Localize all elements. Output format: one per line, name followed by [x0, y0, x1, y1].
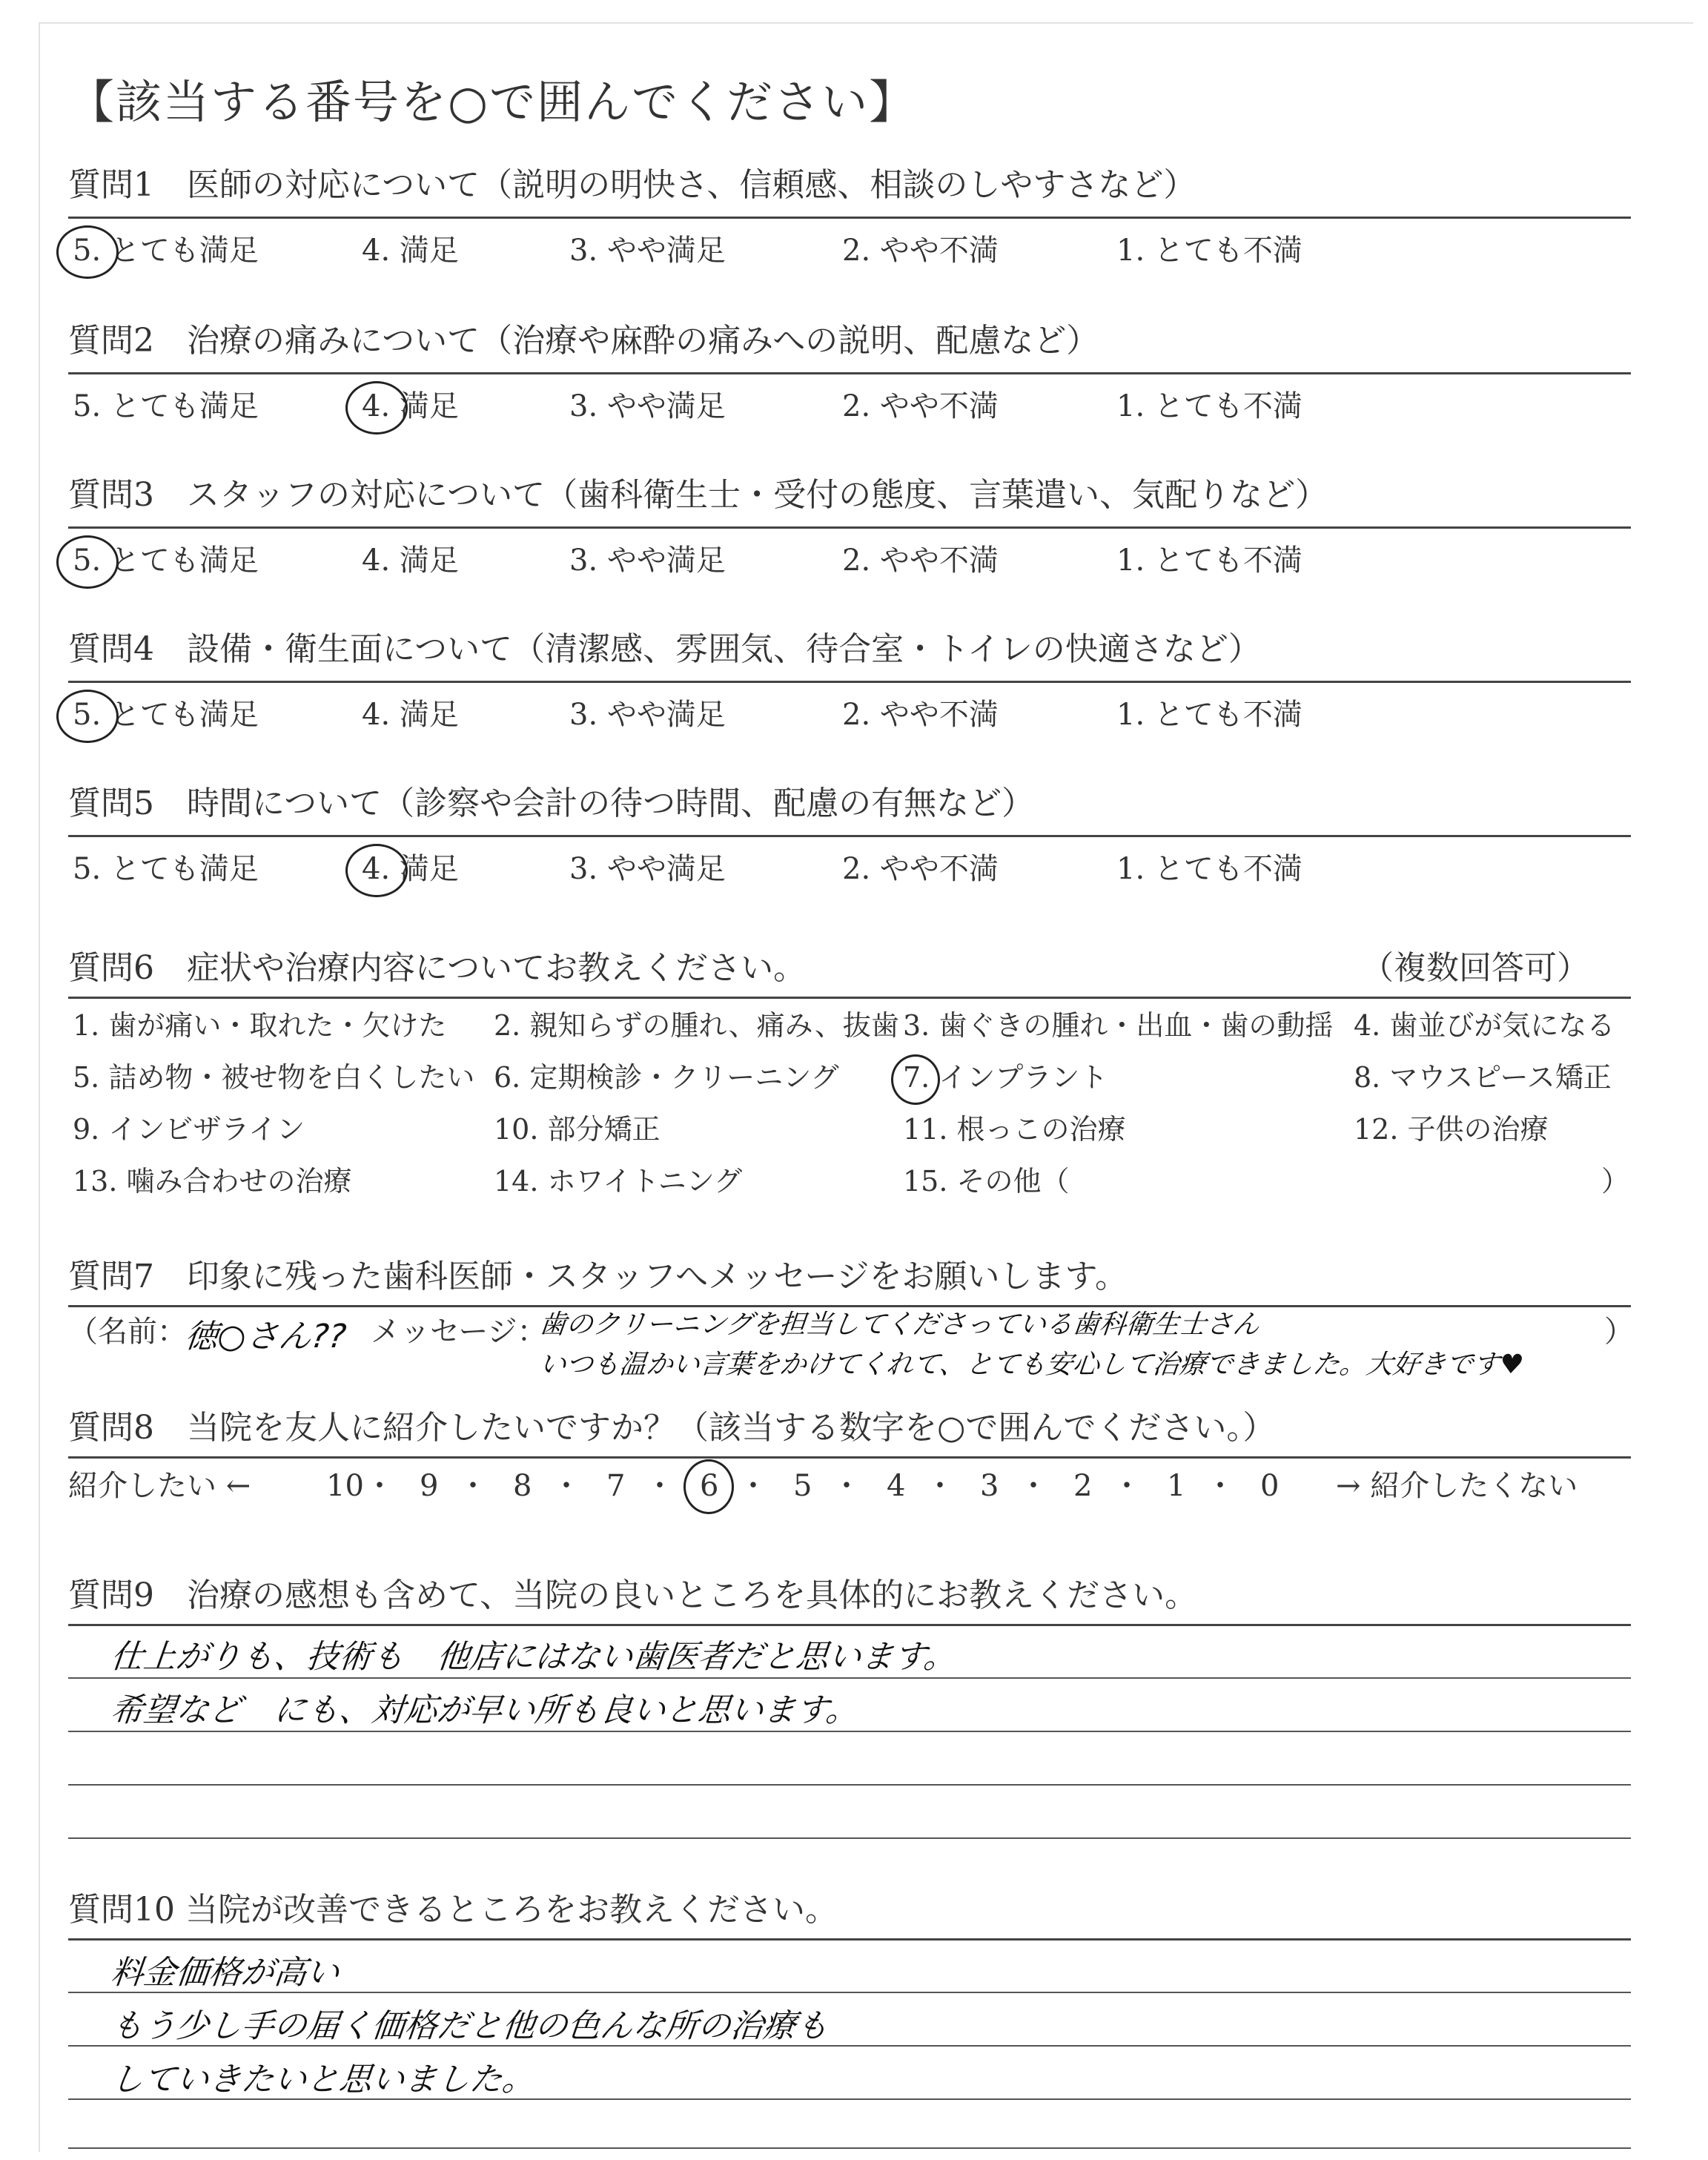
q8-scale-separator: ・: [1205, 1469, 1235, 1503]
q2-title: 質問2 治療の痛みについて（治療や麻酔の痛みへの説明、配慮など）: [68, 322, 1099, 360]
q8-scale-number[interactable]: 1: [1167, 1469, 1186, 1503]
q10-answer-text-2[interactable]: もう少し手の届く価格だと他の色んな所の治療も: [108, 2007, 831, 2045]
q6-option[interactable]: 1. 歯が痛い・取れた・欠けた: [73, 1009, 447, 1042]
q8-scale-separator: ・: [1019, 1469, 1048, 1503]
q6-note: （複数回答可）: [1361, 949, 1589, 987]
q5-title: 質問5 時間について（診察や会計の待つ時間、配慮の有無など）: [68, 785, 1035, 822]
q7-message-label: メッセージ：: [371, 1315, 547, 1349]
q8-scale-separator: ・: [925, 1469, 955, 1503]
q8-scale-number[interactable]: 7: [606, 1469, 626, 1503]
q2-option[interactable]: 3. やや満足: [569, 389, 726, 423]
q8-title: 質問8 当院を友人に紹介したいですか？（該当する数字を○で囲んでください。）: [68, 1409, 1276, 1447]
q8-scale-number[interactable]: 9: [420, 1469, 439, 1503]
selection-circle: [683, 1459, 734, 1514]
q3-option[interactable]: 2. やや不満: [842, 544, 999, 578]
q8-scale-separator: ・: [365, 1469, 394, 1503]
selection-circle: [891, 1054, 940, 1105]
q9-rule: [68, 1624, 1631, 1626]
q8-scale-separator: ・: [458, 1469, 488, 1503]
selection-circle: [345, 381, 408, 435]
q1-title: 質問1 医師の対応について（説明の明快さ、信頼感、相談のしやすさなど）: [68, 166, 1196, 204]
q9-answer-line: [68, 1784, 1631, 1786]
q7-message-line1[interactable]: 歯のクリーニングを担当してくださっている歯科衛生士さん: [537, 1309, 1262, 1340]
q3-title: 質問3 スタッフの対応について（歯科衛生士・受付の態度、言葉遣い、気配りなど）: [68, 476, 1328, 514]
q6-option[interactable]: 9. インビザライン: [73, 1113, 305, 1146]
q8-scale-separator: ・: [738, 1469, 768, 1503]
q6-rule: [68, 997, 1631, 999]
q3-option[interactable]: 4. 満足: [362, 544, 459, 578]
q5-option[interactable]: 1. とても不満: [1116, 852, 1302, 886]
q6-option[interactable]: 5. 詰め物・被せ物を白くしたい: [73, 1061, 475, 1094]
q5-option[interactable]: 5. とても満足: [73, 852, 259, 886]
q8-scale-number[interactable]: 8: [513, 1469, 532, 1503]
q8-scale-separator: ・: [832, 1469, 861, 1503]
q5-rule: [68, 835, 1631, 837]
q8-scale-number[interactable]: 5: [793, 1469, 812, 1503]
selection-circle: [56, 690, 119, 743]
selection-circle: [56, 225, 119, 279]
q4-option[interactable]: 4. 満足: [362, 698, 459, 732]
q9-answer-line: [68, 1837, 1631, 1839]
q6-other-close: ）: [1601, 1165, 1630, 1198]
page-title: 【該当する番号を○で囲んでください】: [68, 75, 917, 129]
q3-rule: [68, 526, 1631, 529]
q2-option[interactable]: 2. やや不満: [842, 389, 999, 423]
q10-rule: [68, 1938, 1631, 1941]
q9-answer-line: [68, 1677, 1631, 1679]
q4-option[interactable]: 5. とても満足: [73, 698, 259, 732]
q1-option[interactable]: 5. とても満足: [73, 234, 259, 268]
q6-option[interactable]: 4. 歯並びが気になる: [1354, 1009, 1615, 1042]
q4-option[interactable]: 3. やや満足: [569, 698, 726, 732]
q8-scale-number[interactable]: 3: [980, 1469, 999, 1503]
q5-option[interactable]: 2. やや不満: [842, 852, 999, 886]
q9-answer-text-1[interactable]: 仕上がりも、技術も 他店にはない歯医者だと思います。: [108, 1638, 959, 1676]
q6-option[interactable]: 14. ホワイトニング: [494, 1165, 743, 1198]
q7-title: 質問7 印象に残った歯科医師・スタッフへメッセージをお願いします。: [68, 1258, 1128, 1295]
q8-left-label: 紹介したい ←: [68, 1469, 251, 1503]
q6-option[interactable]: 11. 根っこの治療: [903, 1113, 1126, 1146]
q5-option[interactable]: 3. やや満足: [569, 852, 726, 886]
q4-title: 質問4 設備・衛生面について（清潔感、雰囲気、待合室・トイレの快適さなど）: [68, 630, 1261, 668]
q1-rule: [68, 217, 1631, 219]
q2-option[interactable]: 5. とても満足: [73, 389, 259, 423]
q10-answer-line: [68, 2147, 1631, 2149]
q1-option[interactable]: 1. とても不満: [1116, 234, 1302, 268]
q6-option[interactable]: 6. 定期検診・クリーニング: [494, 1061, 839, 1094]
q4-rule: [68, 681, 1631, 683]
selection-circle: [345, 844, 408, 897]
q10-title: 質問10 当院が改善できるところをお教えください。: [68, 1891, 838, 1929]
q9-title: 質問9 治療の感想も含めて、当院の良いところを具体的にお教えください。: [68, 1576, 1198, 1614]
q8-scale-separator: ・: [645, 1469, 675, 1503]
q10-answer-text-3[interactable]: していきたいと思いました。: [108, 2061, 537, 2098]
q3-option[interactable]: 1. とても不満: [1116, 544, 1302, 578]
q6-option[interactable]: 12. 子供の治療: [1354, 1113, 1549, 1146]
q4-option[interactable]: 1. とても不満: [1116, 698, 1302, 732]
q6-option[interactable]: 7. インプラント: [903, 1061, 1108, 1094]
q2-option[interactable]: 1. とても不満: [1116, 389, 1302, 423]
q9-answer-text-2[interactable]: 希望など にも、対応が早い所も良いと思います。: [108, 1691, 861, 1729]
q6-option[interactable]: 2. 親知らずの腫れ、痛み、抜歯: [494, 1009, 899, 1042]
q8-scale-number[interactable]: 2: [1073, 1469, 1093, 1503]
q1-option[interactable]: 3. やや満足: [569, 234, 726, 268]
q3-option[interactable]: 3. やや満足: [569, 544, 726, 578]
q4-option[interactable]: 2. やや不満: [842, 698, 999, 732]
q6-option[interactable]: 13. 噛み合わせの治療: [73, 1165, 352, 1198]
q8-scale-number[interactable]: 4: [887, 1469, 906, 1503]
q2-rule: [68, 372, 1631, 374]
q7-close-paren: ）: [1604, 1315, 1634, 1349]
q9-answer-line: [68, 1731, 1631, 1732]
q8-scale-number[interactable]: 0: [1260, 1469, 1280, 1503]
q7-name-value[interactable]: 徳○さん??: [182, 1318, 348, 1355]
q8-scale-separator: ・: [1112, 1469, 1142, 1503]
q7-message-line2[interactable]: いつも温かい言葉をかけてくれて、とても安心して治療できました。大好きです♥: [537, 1350, 1526, 1380]
q8-scale-separator: ・: [552, 1469, 581, 1503]
q6-option[interactable]: 8. マウスピース矯正: [1354, 1061, 1612, 1094]
q6-option[interactable]: 15. その他（: [903, 1165, 1070, 1198]
q8-rule: [68, 1456, 1631, 1459]
q6-option[interactable]: 3. 歯ぐきの腫れ・出血・歯の動揺: [903, 1009, 1334, 1042]
q8-scale-number[interactable]: 10: [326, 1469, 364, 1503]
q7-name-label: （名前：: [68, 1315, 187, 1349]
q8-scale-number[interactable]: 6: [700, 1469, 719, 1503]
q1-option[interactable]: 2. やや不満: [842, 234, 999, 268]
q8-right-label: → 紹介したくない: [1336, 1469, 1578, 1503]
q10-answer-text-1[interactable]: 料金価格が高い: [108, 1954, 342, 1992]
selection-circle: [56, 535, 119, 589]
q2-option[interactable]: 4. 満足: [362, 389, 459, 423]
q5-option[interactable]: 4. 満足: [362, 852, 459, 886]
q6-title: 質問6 症状や治療内容についてお教えください。: [68, 949, 807, 987]
q3-option[interactable]: 5. とても満足: [73, 544, 259, 578]
q1-option[interactable]: 4. 満足: [362, 234, 459, 268]
q6-option[interactable]: 10. 部分矯正: [494, 1113, 661, 1146]
